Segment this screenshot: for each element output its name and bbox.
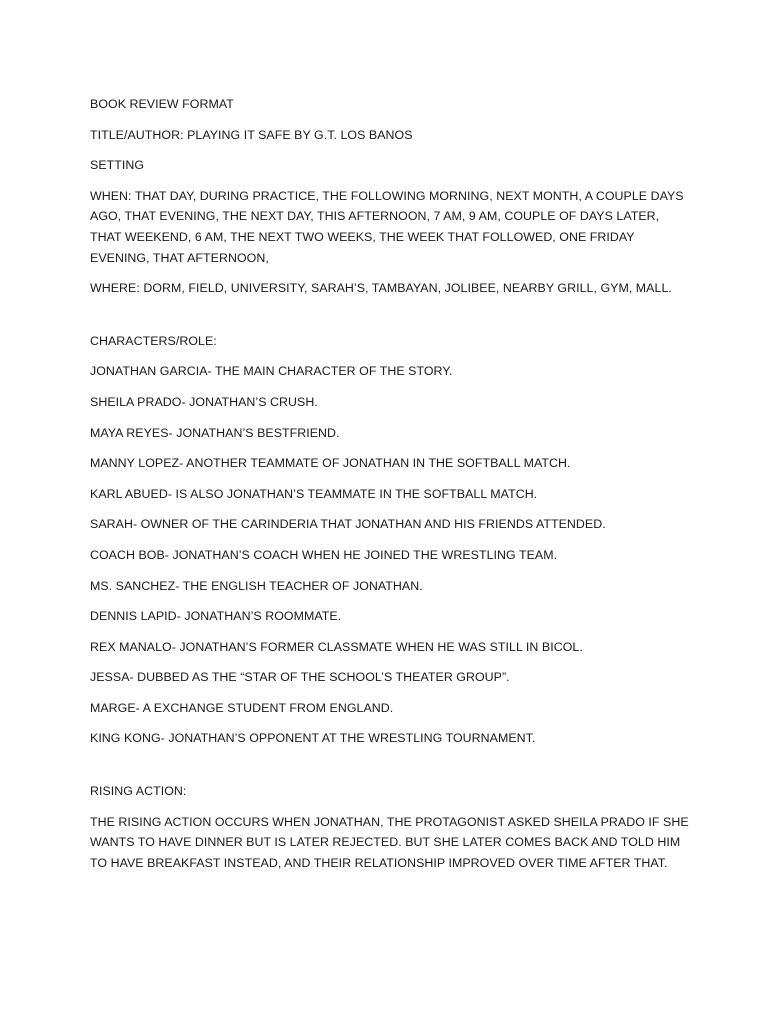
title-author: TITLE/AUTHOR: PLAYING IT SAFE BY G.T. LOS BANOS bbox=[90, 127, 413, 142]
section-spacer bbox=[90, 759, 690, 781]
character-item: COACH BOB- JONATHAN’S COACH WHEN HE JOINED THE WRESTLING TEAM. bbox=[90, 547, 558, 562]
format-title: BOOK REVIEW FORMAT bbox=[90, 97, 234, 111]
document-body bbox=[90, 94, 690, 883]
character-item: KING KONG- JONATHAN’S OPPONENT AT THE WRESTLING TOURNAMENT. bbox=[90, 731, 536, 746]
rising-action-text: THE RISING ACTION OCCURS WHEN JONATHAN, THE PROTAGONIST ASKED SHEILA PRADO IF SHE WANTS TO HAVE DINNER BUT IS LATER REJECTED. BUT SHE LATER COMES BACK AND TOLD HIM TO HAVE BREAKFAST INSTEAD, AND THEIR RELATIONSHIP IMPROVED OVER TIME AFTER THAT. bbox=[90, 814, 689, 870]
character-item: DENNIS LAPID- JONATHAN’S ROOMMATE. bbox=[90, 609, 342, 624]
section-spacer bbox=[90, 309, 690, 331]
character-item: MS. SANCHEZ- THE ENGLISH TEACHER OF JONATHAN. bbox=[90, 578, 423, 593]
character-item: SHEILA PRADO- JONATHAN’S CRUSH. bbox=[90, 394, 318, 409]
character-item: MAYA REYES- JONATHAN’S BESTFRIEND. bbox=[90, 425, 340, 440]
setting-heading: SETTING bbox=[90, 158, 145, 173]
character-item: SARAH- OWNER OF THE CARINDERIA THAT JONATHAN AND HIS FRIENDS ATTENDED. bbox=[90, 517, 606, 532]
characters-heading: CHARACTERS/ROLE: bbox=[90, 333, 217, 348]
character-item: JONATHAN GARCIA- THE MAIN CHARACTER OF THE STORY. bbox=[90, 364, 453, 379]
character-item: JESSA- DUBBED AS THE “STAR OF THE SCHOOL’S THEATER GROUP”. bbox=[90, 670, 510, 685]
character-item: KARL ABUED- IS ALSO JONATHAN’S TEAMMATE IN THE SOFTBALL MATCH. bbox=[90, 486, 538, 501]
character-item: MANNY LOPEZ- ANOTHER TEAMMATE OF JONATHAN IN THE SOFTBALL MATCH. bbox=[90, 456, 571, 471]
setting-where: WHERE: DORM, FIELD, UNIVERSITY, SARAH’S, TAMBAYAN, JOLIBEE, NEARBY GRILL, GYM, MALL. bbox=[90, 281, 672, 296]
setting-when: WHEN: THAT DAY, DURING PRACTICE, THE FOLLOWING MORNING, NEXT MONTH, A COUPLE DAYS AGO, THAT EVENING, THE NEXT DAY, THIS AFTERNOON, 7 AM, 9 AM, COUPLE OF DAYS LATER, THAT WEEKEND, 6 AM, THE NEXT TWO WEEKS, THE WEEK THAT FOLLOWED, ONE FRIDAY EVENING, THAT AFTERNOON, bbox=[90, 188, 684, 265]
rising-action-heading: RISING ACTION: bbox=[90, 784, 187, 799]
character-item: MARGE- A EXCHANGE STUDENT FROM ENGLAND. bbox=[90, 700, 394, 715]
character-item: REX MANALO- JONATHAN’S FORMER CLASSMATE WHEN HE WAS STILL IN BICOL. bbox=[90, 639, 583, 654]
